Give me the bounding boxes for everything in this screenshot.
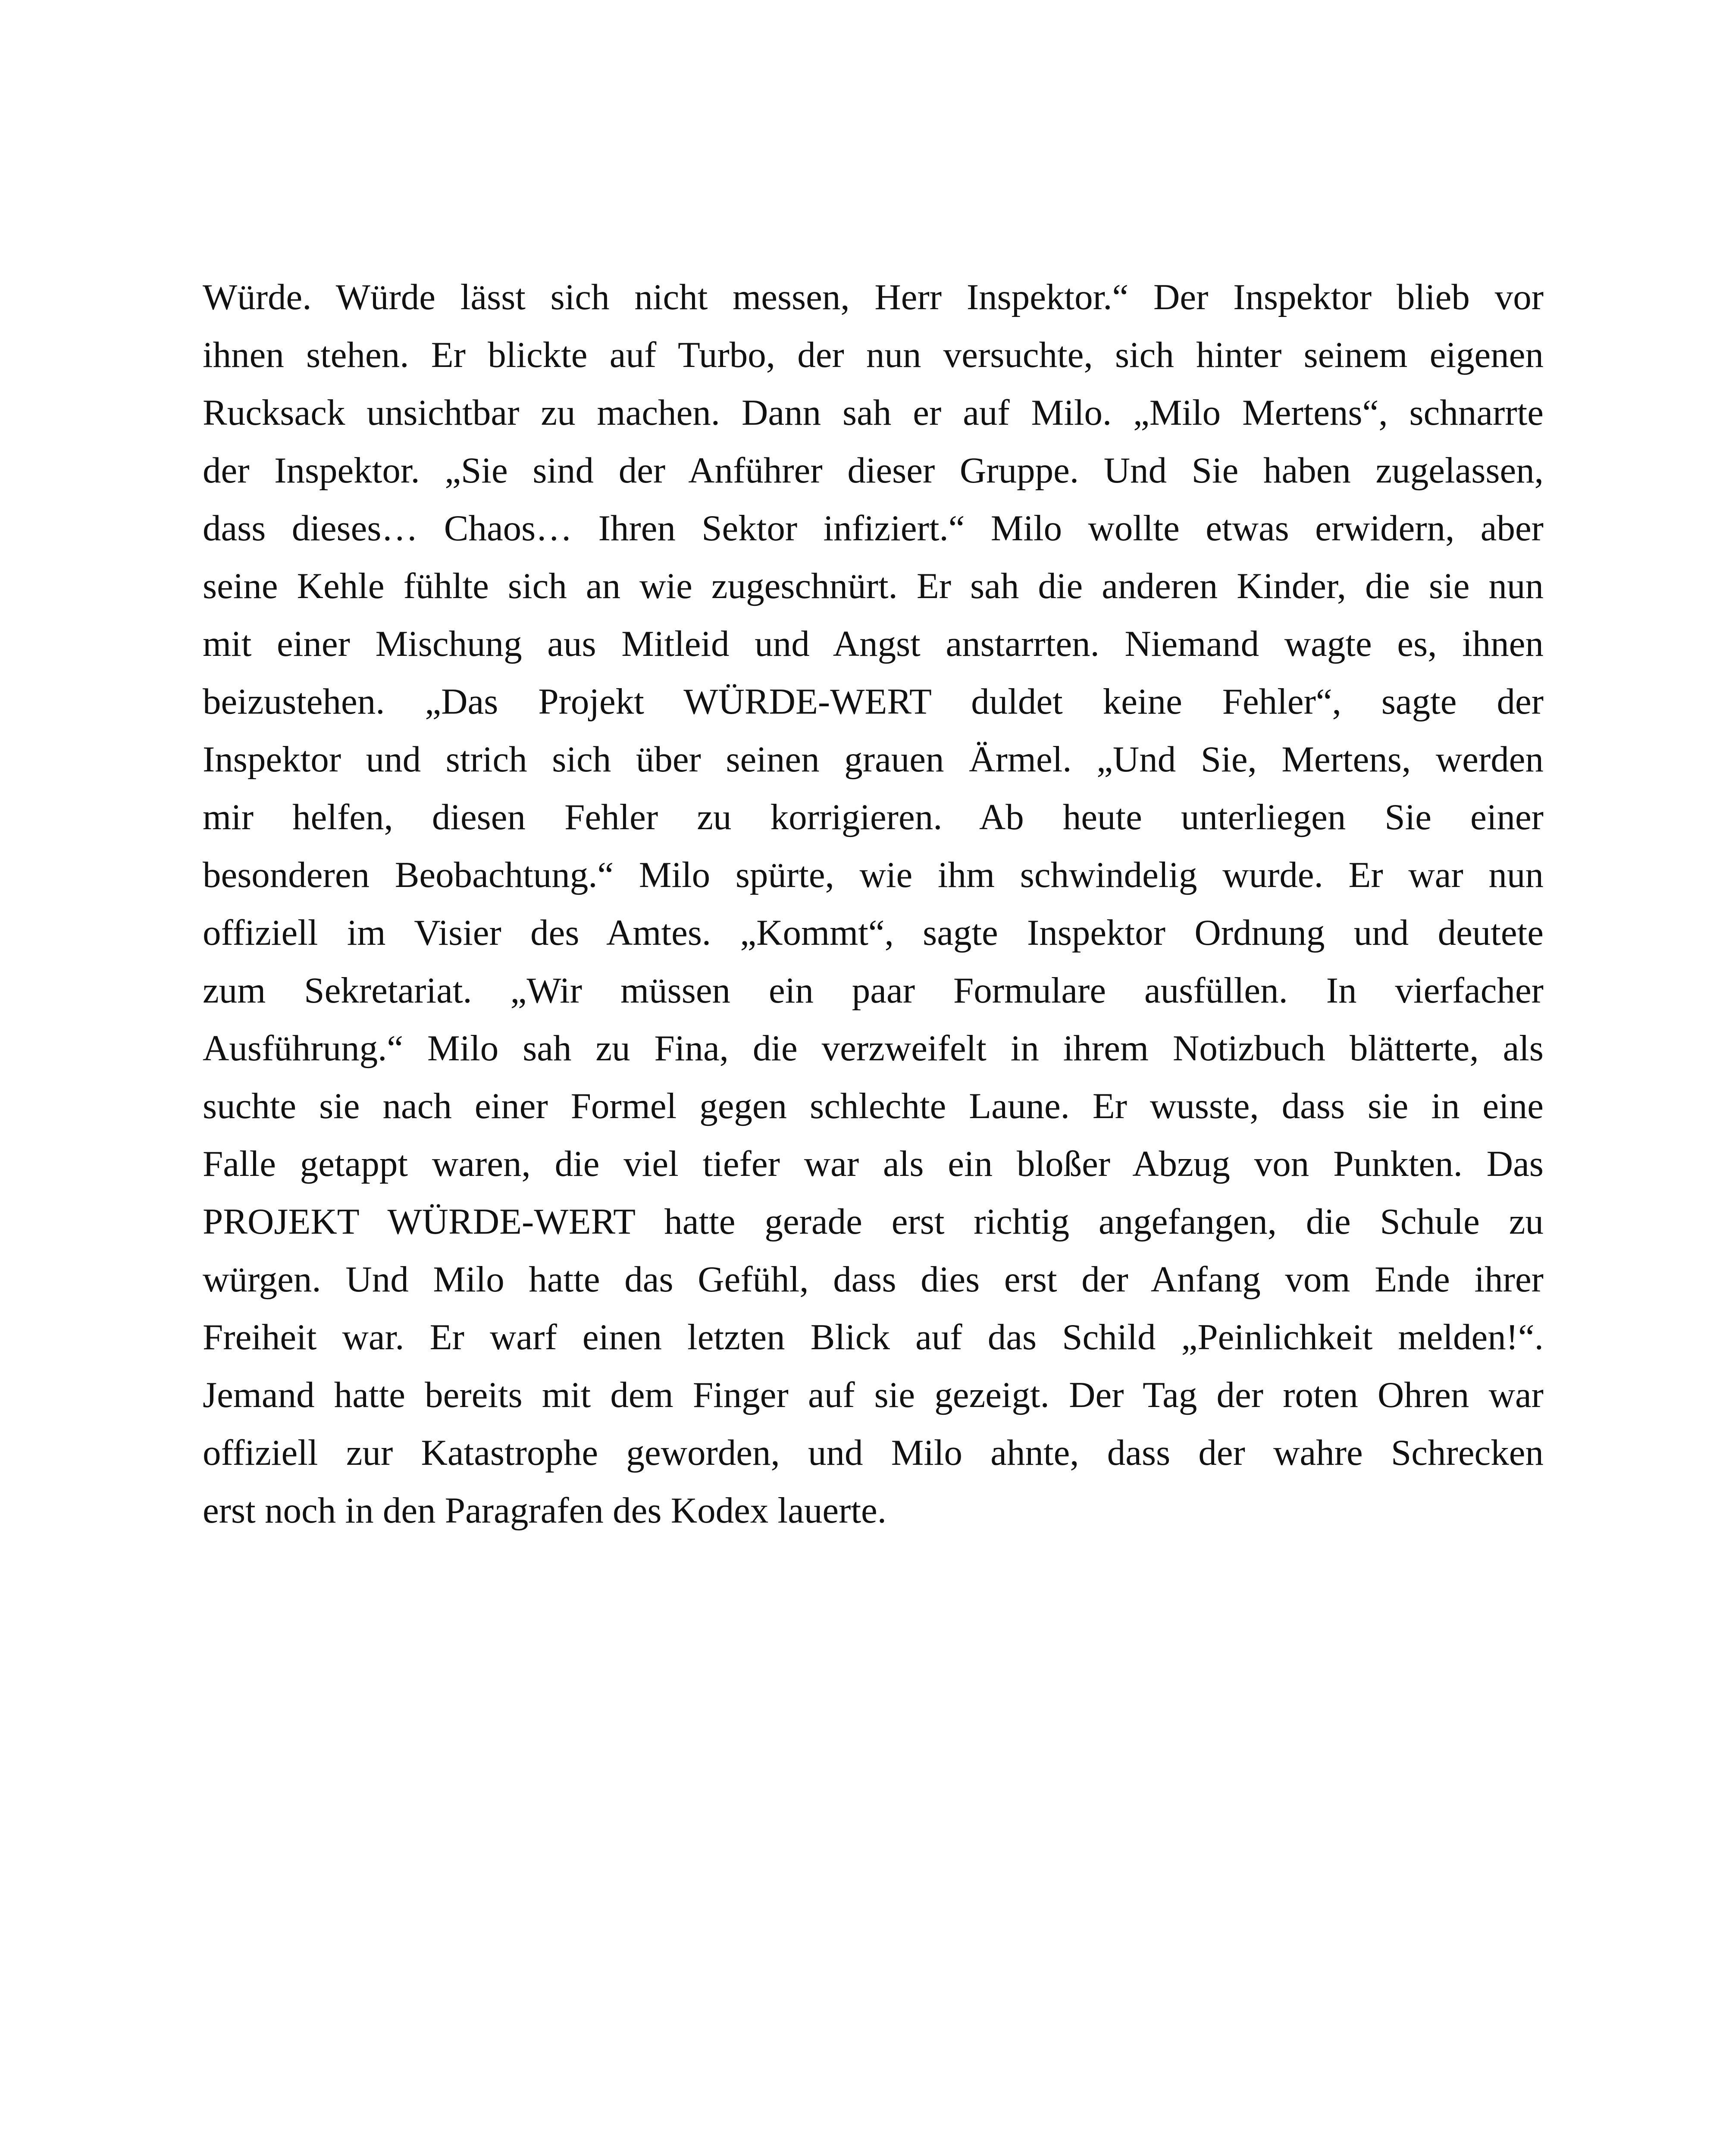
text-line: PROJEKT WÜRDE-WERT hatte gerade erst richtig angefangen, die Schule zu — [203, 1201, 1544, 1242]
text-line: der Inspektor. „Sie sind der Anführer dieser Gruppe. Und Sie haben zugelassen, — [203, 450, 1544, 491]
text-line: seine Kehle fühlte sich an wie zugeschnürt. Er sah die anderen Kinder, die sie nun — [203, 566, 1544, 606]
text-line: Freiheit war. Er warf einen letzten Blick auf das Schild „Peinlichkeit melden!“. — [203, 1317, 1544, 1357]
text-line: mit einer Mischung aus Mitleid und Angst anstarrten. Niemand wagte es, ihnen — [203, 624, 1544, 664]
text-line: mir helfen, diesen Fehler zu korrigieren. Ab heute unterliegen Sie einer — [203, 797, 1544, 837]
text-line: Rucksack unsichtbar zu machen. Dann sah er auf Milo. „Milo Mertens“, schnarrte — [203, 392, 1544, 433]
text-line: besonderen Beobachtung.“ Milo spürte, wie ihm schwindelig wurde. Er war nun — [203, 855, 1544, 895]
text-line: Falle getappt waren, die viel tiefer war als ein bloßer Abzug von Punkten. Das — [203, 1144, 1544, 1184]
text-line: ihnen stehen. Er blickte auf Turbo, der nun versuchte, sich hinter seinem eigenen — [203, 335, 1544, 375]
text-line: Inspektor und strich sich über seinen grauen Ärmel. „Und Sie, Mertens, werden — [203, 739, 1544, 780]
body-text — [203, 268, 1544, 1539]
text-line: offiziell im Visier des Amtes. „Kommt“, sagte Inspektor Ordnung und deutete — [203, 912, 1544, 953]
text-line: Jemand hatte bereits mit dem Finger auf sie gezeigt. Der Tag der roten Ohren war — [203, 1375, 1544, 1415]
text-line: beizustehen. „Das Projekt WÜRDE-WERT duldet keine Fehler“, sagte der — [203, 681, 1544, 722]
text-line: offiziell zur Katastrophe geworden, und Milo ahnte, dass der wahre Schrecken — [203, 1432, 1544, 1473]
text-line: Ausführung.“ Milo sah zu Fina, die verzweifelt in ihrem Notizbuch blätterte, als — [203, 1028, 1544, 1069]
text-line: zum Sekretariat. „Wir müssen ein paar Formulare ausfüllen. In vierfacher — [203, 970, 1544, 1011]
text-line: würgen. Und Milo hatte das Gefühl, dass dies erst der Anfang vom Ende ihrer — [203, 1259, 1544, 1300]
text-line: dass dieses… Chaos… Ihren Sektor infiziert.“ Milo wollte etwas erwidern, aber — [203, 508, 1544, 548]
text-line: suchte sie nach einer Formel gegen schlechte Laune. Er wusste, dass sie in eine — [203, 1086, 1544, 1126]
text-line: Würde. Würde lässt sich nicht messen, Herr Inspektor.“ Der Inspektor blieb vor — [203, 277, 1544, 317]
text-line: erst noch in den Paragrafen des Kodex lauerte. — [203, 1490, 887, 1531]
